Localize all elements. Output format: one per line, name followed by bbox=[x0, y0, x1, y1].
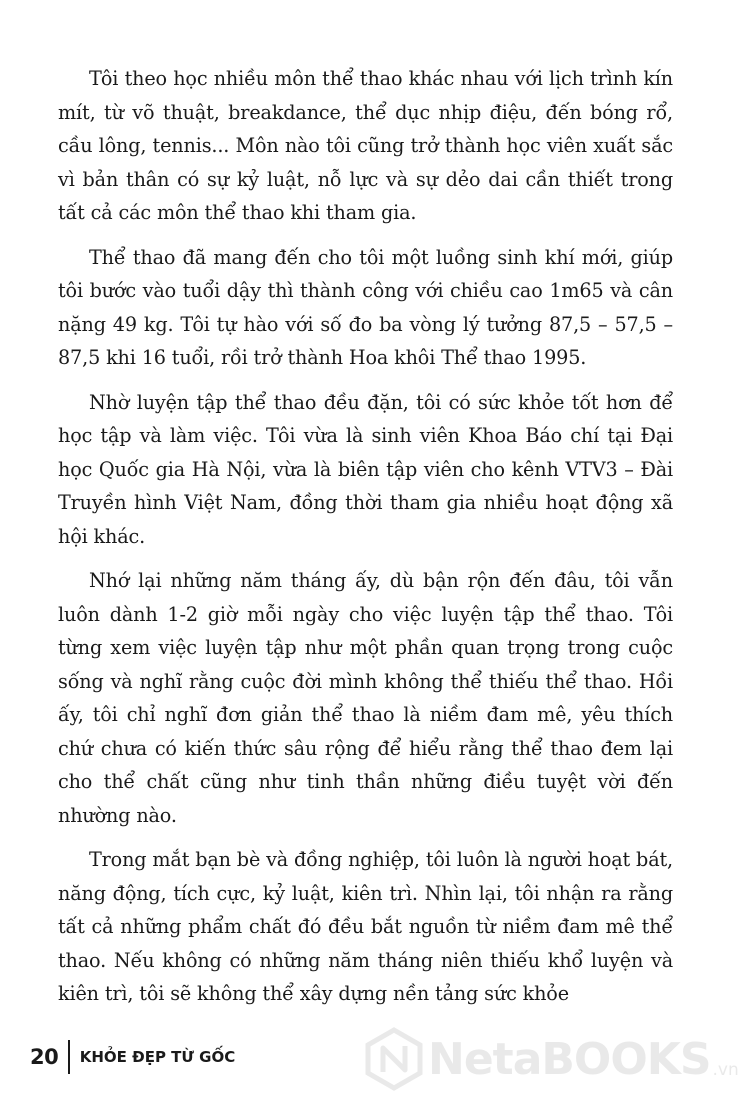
paragraph-4: Nhớ lại những năm tháng ấy, dù bận rộn đến đâu, tôi vẫn luôn dành 1-2 giờ mỗi ngày cho việc luyện tập thể thao. Tôi từng xem việc luyện tập như một phần quan trọng trong cuộc sống và nghĩ rằng cuộc đời mình không thể thiếu thể thao. Hồi ấy, tôi chỉ nghĩ đơn giản thể thao là niềm đam mê, yêu thích chứ chưa có kiến thức sâu rộng để hiểu rằng thể thao đem lại cho thể chất cũng như tinh thần những điều tuyệt vời đến nhường nào. bbox=[58, 569, 673, 827]
page-footer bbox=[30, 1040, 235, 1074]
watermark-suffix: .vn bbox=[712, 1060, 739, 1080]
paragraph-3: Nhờ luyện tập thể thao đều đặn, tôi có sức khỏe tốt hơn để học tập và làm việc. Tôi vừa là sinh viên Khoa Báo chí tại Đại học Quốc gia Hà Nội, vừa là biên tập viên cho kênh VTV3 – Đài Truyền hình Việt Nam, đồng thời tham gia nhiều hoạt động xã hội khác. bbox=[58, 390, 673, 548]
n-logo-icon bbox=[366, 1028, 422, 1090]
footer-divider bbox=[68, 1040, 70, 1074]
paragraph-5: Trong mắt bạn bè và đồng nghiệp, tôi luôn là người hoạt bát, năng động, tích cực, kỷ luật, kiên trì. Nhìn lại, tôi nhận ra rằng tất cả những phẩm chất đó đều bắt nguồn từ niềm đam mê thể thao. Nếu không có những năm tháng niên thiếu khổ luyện và kiên trì, tôi sẽ không thể xây dựng nền tảng sức khỏe bbox=[58, 848, 673, 1005]
running-title: KHỎE ĐẸP TỪ GỐC bbox=[79, 1048, 236, 1066]
page-number: 20 bbox=[30, 1045, 59, 1069]
paragraph-2: Thể thao đã mang đến cho tôi một luồng sinh khí mới, giúp tôi bước vào tuổi dậy thì thành công với chiều cao 1m65 và cân nặng 49 kg. Tôi tự hào với số đo ba vòng lý tưởng 87,5 – 57,5 – 87,5 khi 16 tuổi, rồi trở thành Hoa khôi Thể thao 1995. bbox=[58, 245, 673, 369]
paragraph-1: Tôi theo học nhiều môn thể thao khác nhau với lịch trình kín mít, từ võ thuật, breakdance, thể dục nhịp điệu, đến bóng rổ, cầu lông, tennis... Môn nào tôi cũng trở thành học viên xuất sắc vì bản thân có sự kỷ luật, nỗ lực và sự dẻo dai cần thiết trong tất cả các môn thể thao khi tham gia. bbox=[58, 67, 673, 224]
body-text bbox=[58, 62, 673, 1022]
watermark bbox=[366, 1024, 739, 1094]
watermark-brand: NetaBOOKS bbox=[428, 1033, 711, 1085]
